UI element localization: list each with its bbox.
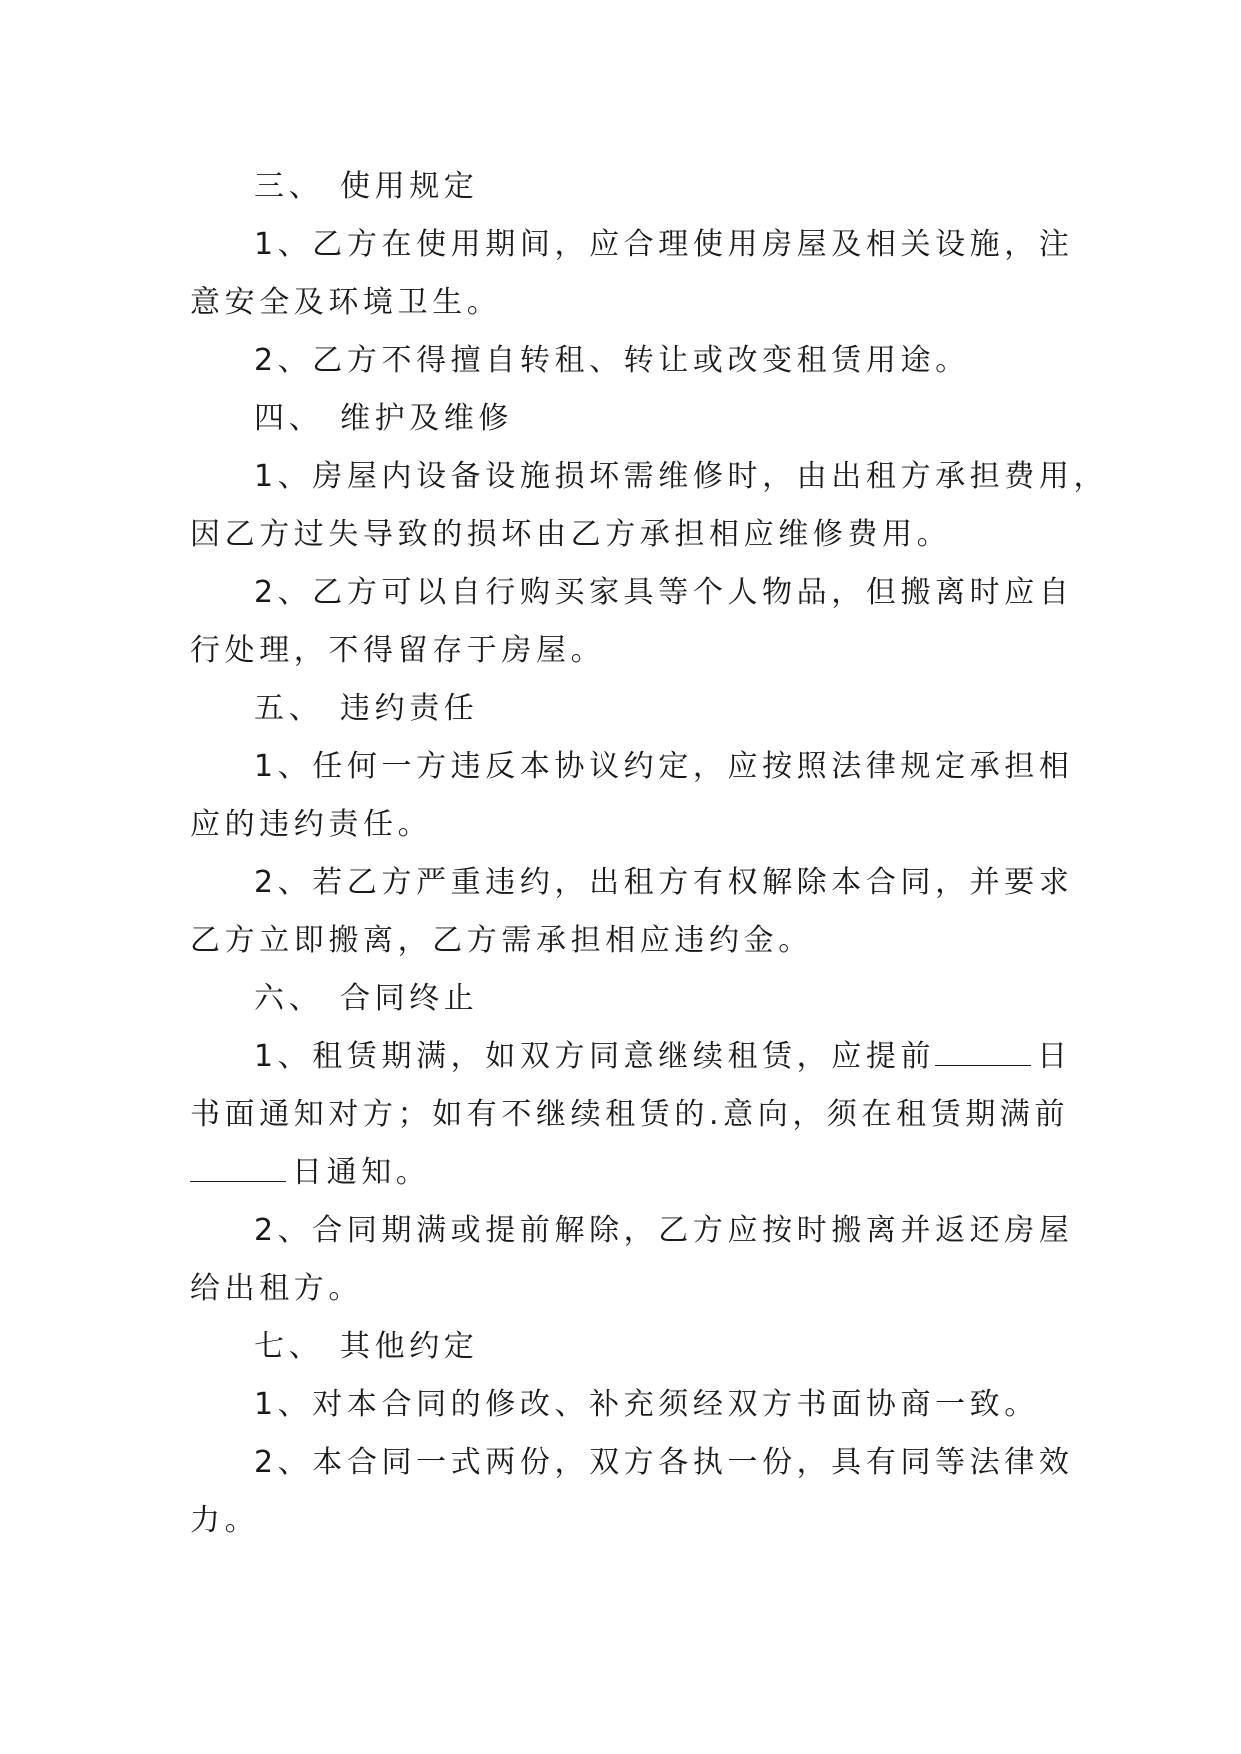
paragraph-line: 应的违约责任。 [190,807,433,842]
section-number: 七、 [254,1329,324,1364]
section-title: 合同终止 [340,981,479,1016]
paragraph [190,854,1074,970]
paragraph-text: 1、租赁期满，如双方同意继续租赁，应提前 [254,1039,936,1074]
section-title: 违约责任 [340,691,479,726]
paragraph-line: 力。 [190,1503,260,1538]
paragraph [190,1376,1050,1434]
section-title: 其他约定 [340,1329,479,1364]
paragraph-line: 2、合同期满或提前解除，乙方应按时搬离并返还房屋 [254,1213,1074,1248]
paragraph-line: 2、若乙方严重违约，出租方有权解除本合同，并要求 [254,865,1074,900]
paragraph-line: 1、乙方在使用期间，应合理使用房屋及相关设施，注 [254,227,1074,262]
paragraph [190,216,1074,332]
paragraph-line: 给出租方。 [190,1271,363,1306]
paragraph-line: 1、任何一方违反本协议约定，应按照法律规定承担相 [254,749,1074,784]
paragraph-line: 书面通知对方；如有不继续租赁的.意向，须在租赁期满前 [190,1097,1070,1132]
paragraph-text: 日通知。 [292,1155,431,1190]
paragraph-line: 2、乙方可以自行购买家具等个人物品，但搬离时应自 [254,575,1074,610]
section-heading [190,390,1050,448]
paragraph [190,1434,1074,1550]
paragraph-text: 日 [1037,1039,1072,1074]
paragraph-line: 1、房屋内设备设施损坏需维修时，由出租方承担费用， [254,459,1109,494]
section-title: 使用规定 [340,169,479,204]
section-number: 五、 [254,691,324,726]
section-number: 四、 [254,401,324,436]
paragraph-line: 意安全及环境卫生。 [190,285,502,320]
section-number: 六、 [254,981,324,1016]
paragraph-line [190,1144,1050,1202]
paragraph [190,564,1074,680]
paragraph-line: 因乙方过失导致的损坏由乙方承担相应维修费用。 [190,517,952,552]
paragraph-line: 1、对本合同的修改、补充须经双方书面协商一致。 [254,1387,1039,1422]
paragraph-line: 乙方立即搬离，乙方需承担相应违约金。 [190,923,813,958]
paragraph-line [190,1028,1072,1086]
paragraph-line: 行处理，不得留存于房屋。 [190,633,606,668]
section-number: 三、 [254,169,324,204]
section-heading [190,970,1050,1028]
section-heading [190,1318,1050,1376]
section-heading [190,680,1050,738]
paragraph [190,448,1109,564]
paragraph [190,738,1074,854]
section-title: 维护及维修 [340,401,513,436]
document-body [190,158,1109,1550]
paragraph [190,1028,1072,1202]
paragraph [190,1202,1074,1318]
fill-in-blank[interactable] [190,1157,286,1182]
paragraph [190,332,1050,390]
fill-in-blank[interactable] [935,1041,1031,1066]
paragraph-line: 2、本合同一式两份，双方各执一份，具有同等法律效 [254,1445,1074,1480]
paragraph-line: 2、乙方不得擅自转租、转让或改变租赁用途。 [254,343,970,378]
section-heading [190,158,1050,216]
